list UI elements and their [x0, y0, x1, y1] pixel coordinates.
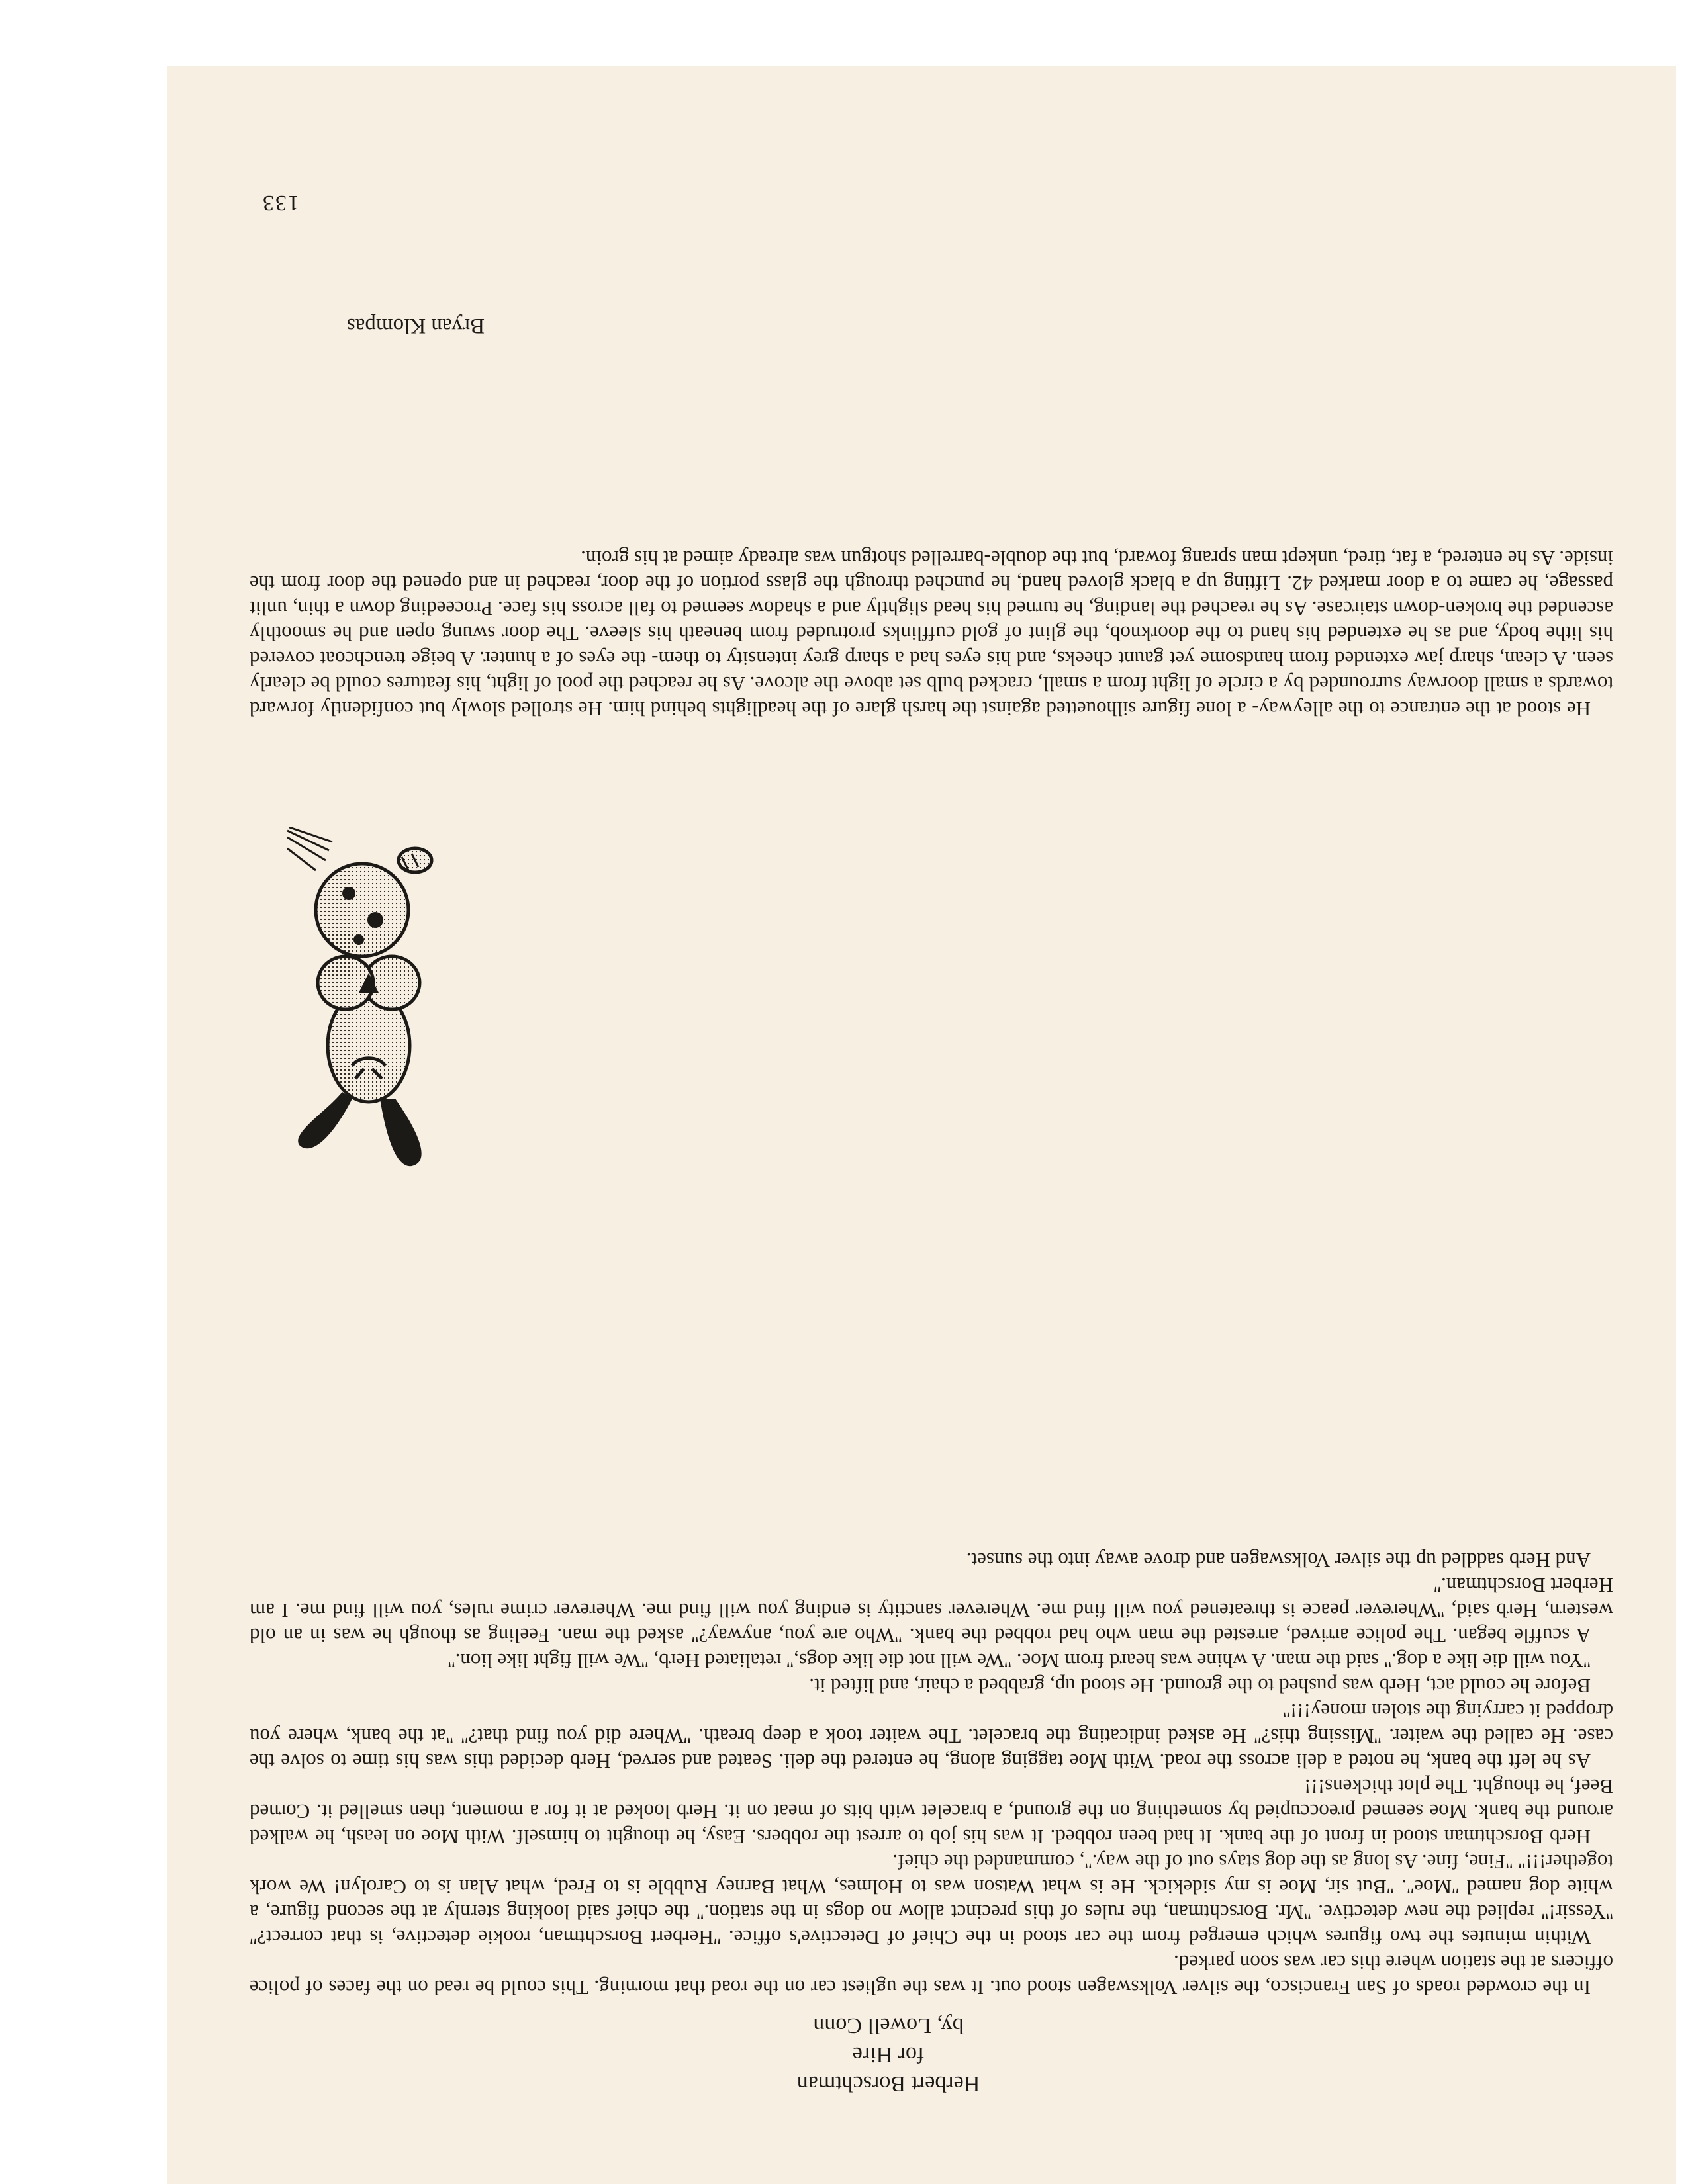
story2-author: Bryan Klompas	[346, 314, 485, 338]
story2-body	[250, 545, 1613, 721]
story1-paragraph: ''You will die like a dog.'' said the man. A whine was heard from Moe. ''We will not die like dogs,'' retaliated Herb, ''We will fight like lion.''	[447, 1649, 1591, 1672]
story1-paragraph: In the crowded roads of San Francisco, the silver Volkswagen stood out. It was the ugliest car on the road that morning. This could be read on the faces of police officers at the station where this car was soon parked.	[250, 1951, 1613, 1999]
story1-subtitle: for Hire	[852, 2042, 925, 2067]
page-content-upside-down	[167, 66, 1676, 2184]
story1-paragraph: Herb Borschtman stood in front of the bank. It had been robbed. It was his job to arrest the robbers. Easy, he thought to himself. With Moe on leash, he walked around the bank. Moe seemed preoccupied by something on the ground, a bracelet with bits of meat on it. Herb looked at it for a moment, then smelled it. Corned Beef, he thought. The plot thickens!!!	[250, 1775, 1613, 1848]
story1-paragraph: Within minutes the two figures which emerged from the car stood in the Chief of Detective's office. ''Herbert Borschtman, rookie detective, is that correct?'' ''Yessir!'' replied the new detective. ''Mr. Borschtman, the rules of this precinct allow no dogs in the station.'' the chief said looking sternly at the second figure, a white dog named ''Moe''. ''But sir, Moe is my sidekick. He is what Watson was to Holmes, What Barney Rubble is to Fred, what Alan is to Carolyn! We work together!!!'' ''Fine, fine. As long as the dog stays out of the way.'', commanded the chief.	[250, 1850, 1613, 1949]
story1-paragraph: As he left the bank, he noted a deli across the road. With Moe tagging along, he entered the deli. Seated and served, Herb decided this was his time to solve the case. He called the waiter. ''Missing this?'' He asked indicating the bracelet. The waiter took a deep breath. ''Where did you find that?'' ''at the bank, where you dropped it carrying the stolen money!!!''	[250, 1700, 1613, 1773]
story2-paragraph: He stood at the entrance to the alleyway- a lone figure silhouetted against the harsh glare of the headlights behind him. He strolled slowly but confidently forward towards a small doorway surrounded by a circle of light from a small, cracked bulb set above the alcove. As he reached the pool of light, his features could be clearly seen. A clean, sharp jaw extended from handsome yet gaunt cheeks, and his eyes had a sharp grey intensity to them- the eyes of a hunter. A beige trenchcoat covered his lithe body, and as he extended his hand to the doorknob, the glint of gold cufflinks protruded from beneath his sleeve. The door swung open and he smoothly ascended the broken-down staircase. As he reached the landing, he turned his head slightly and a shadow seemed to fall across his face. Proceeding down a thin, unlit passage, he came to a door marked 42. Lifting up a black gloved hand, he punched through the glass portion of the door, reached in and opened the door from the inside. As he entered, a fat, tired, unkept man sprang foward, but the double-barrelled shotgun was already aimed at his groin.	[250, 547, 1613, 721]
story1-title-block	[670, 2011, 1107, 2098]
story1-author: by, Lowell Conn	[813, 2013, 964, 2038]
running-dog-icon	[286, 827, 458, 1171]
page-number: 133	[261, 191, 299, 215]
story1-paragraph: And Herb saddled up the silver Volkswagen and drove away into the sunset.	[966, 1549, 1591, 1572]
story1-paragraph: A scuffle began. The police arrived, arrested the man who had robbed the bank. ''Who are you, anyway?'' asked the man. Feeling as though he was in an old western, Herb said, ''Wherever peace is threatened you will find me. Wherever sanctity is ending you will find me. Wherever crime rules, you will find me. I am Herbert Borschtman.''	[250, 1574, 1613, 1647]
story1-title: Herbert Borschtman	[796, 2071, 980, 2096]
story1-body	[250, 1547, 1613, 2000]
scanned-page	[167, 66, 1676, 2184]
story1-paragraph: Before he could act, Herb was pushed to the ground. He stood up, grabbed a chair, and lifted it.	[809, 1674, 1591, 1698]
